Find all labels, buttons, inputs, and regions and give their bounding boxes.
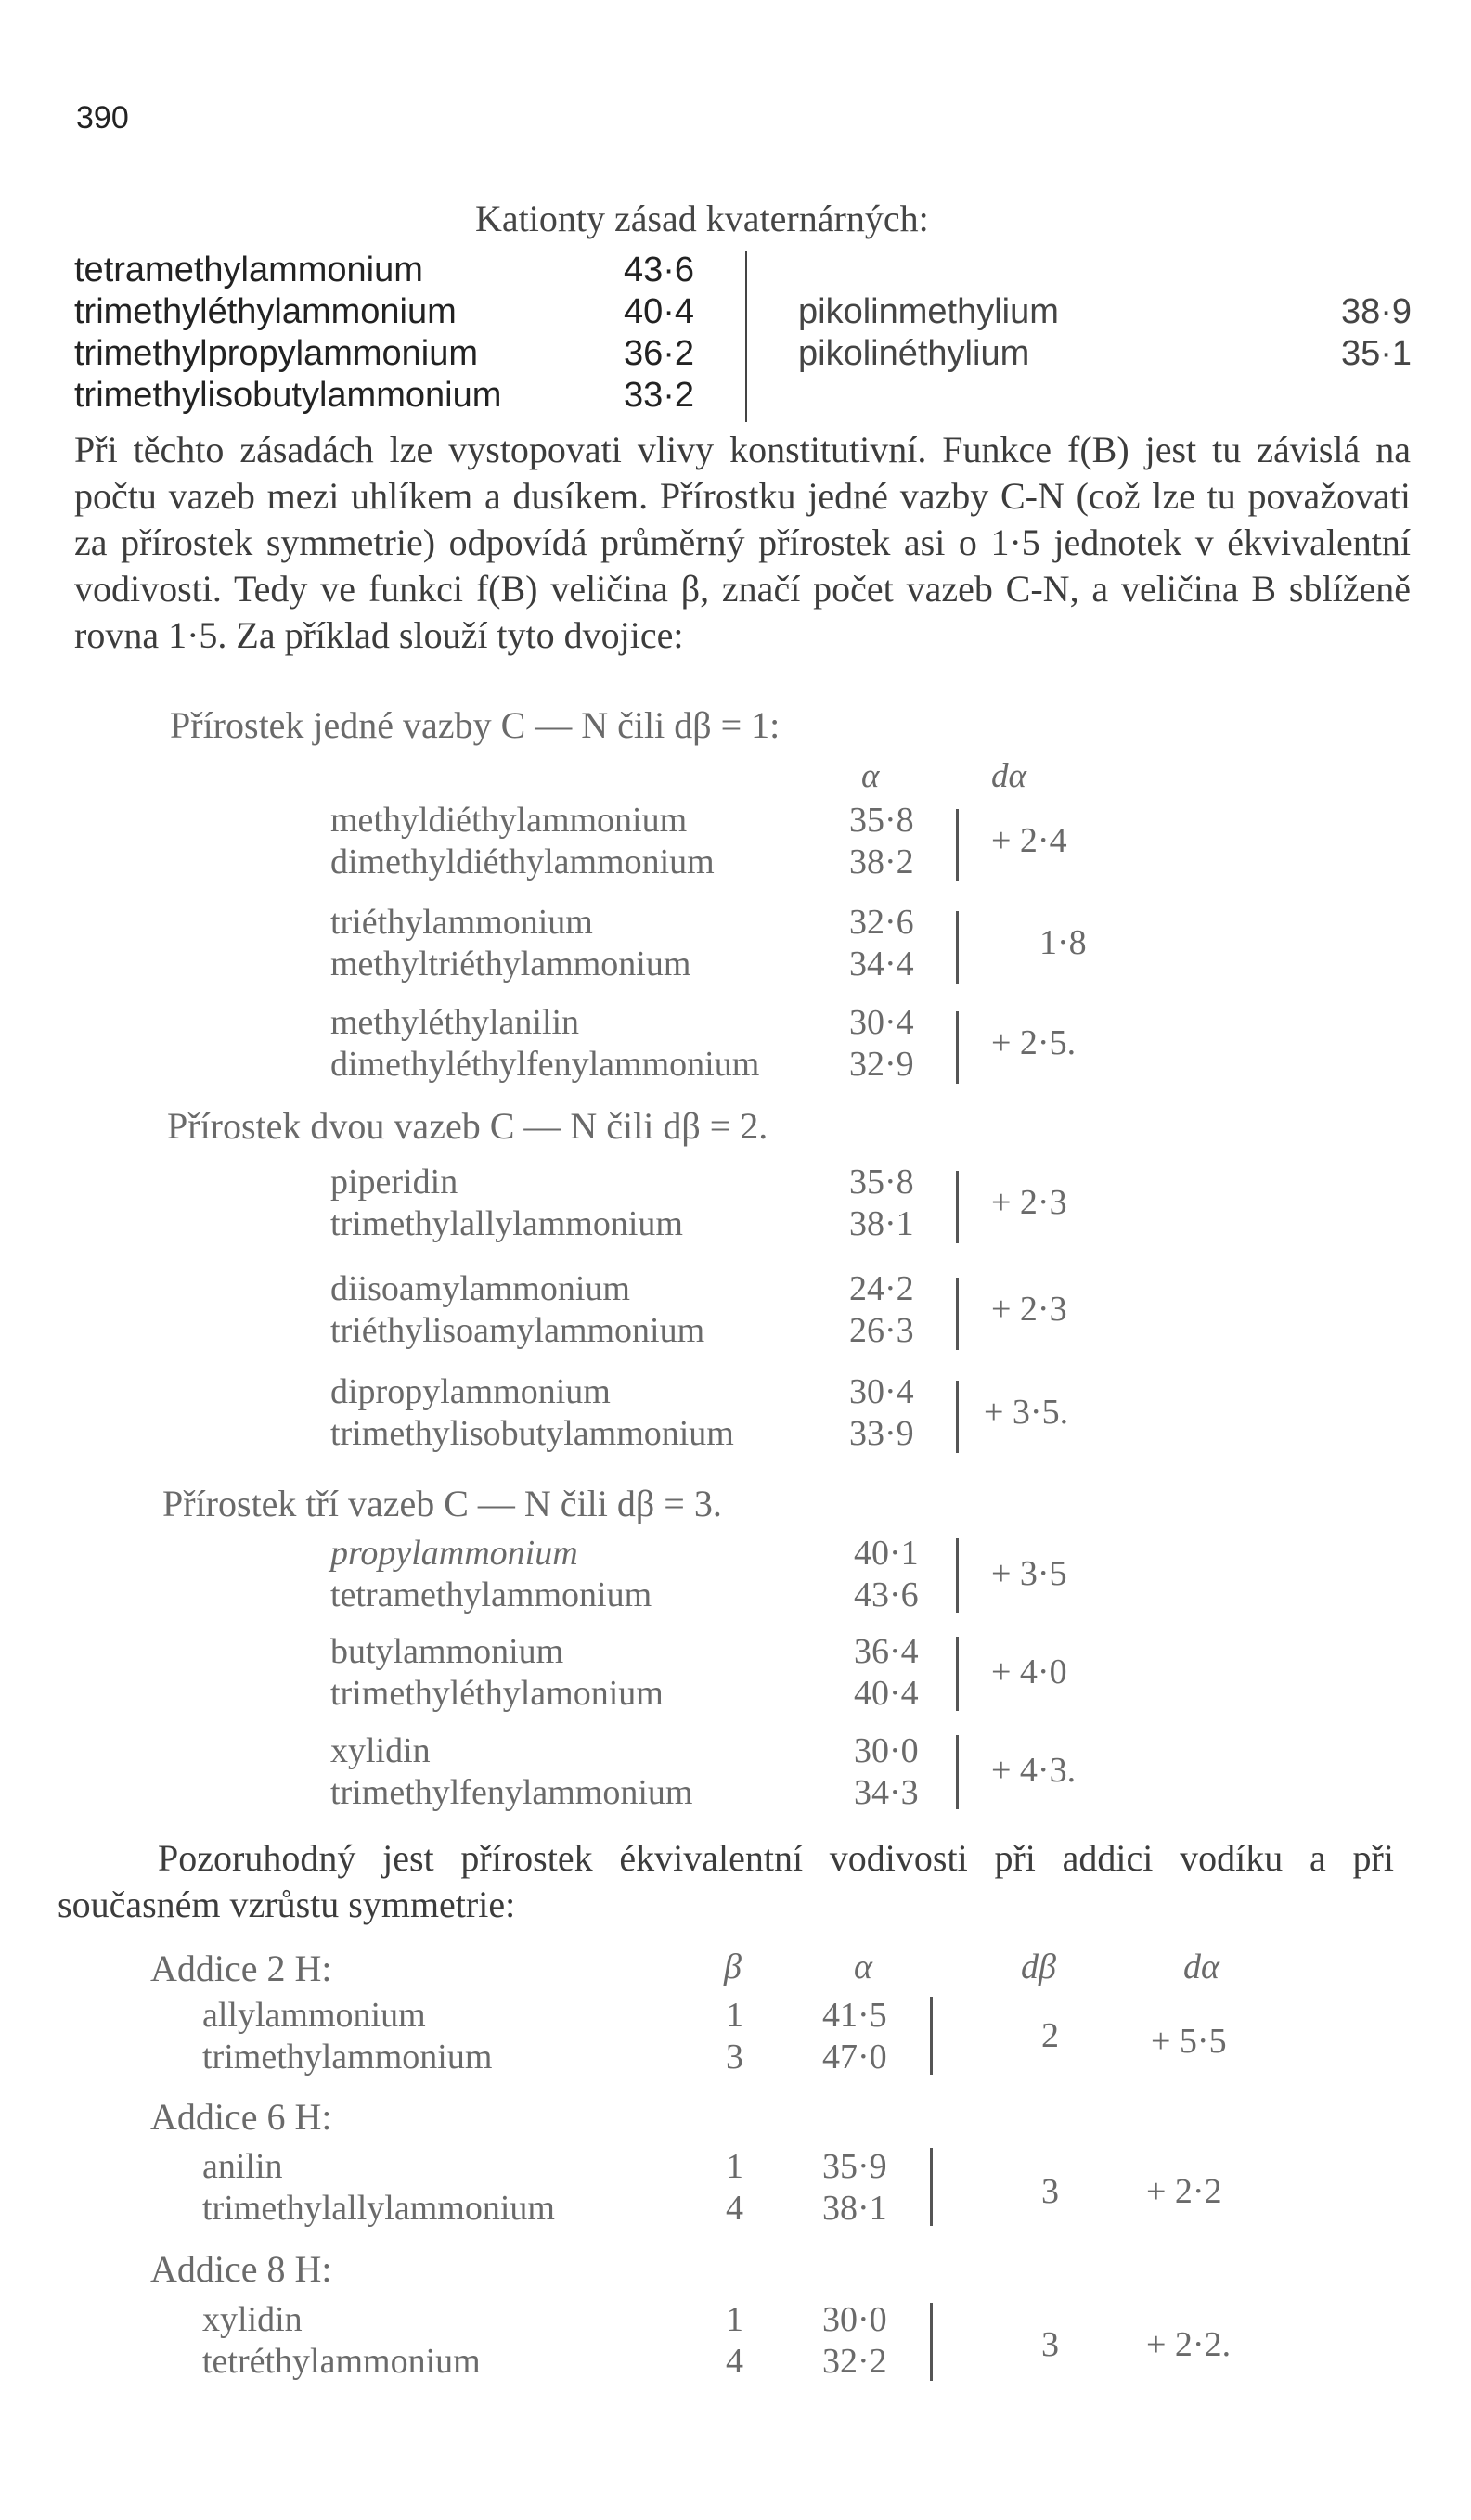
pair-difference: + 2·3 (991, 1183, 1067, 1222)
compound-beta: 1 (726, 2300, 743, 2339)
compound-name: dimethyléthylfenylammonium (330, 1045, 760, 1084)
compound-beta: 4 (726, 2189, 743, 2228)
compound-value: 35·8 (849, 1163, 914, 1202)
compound-value: 38·1 (849, 1204, 914, 1243)
pair-brace (956, 911, 959, 984)
dbeta-value: 2 (1041, 2016, 1059, 2055)
pair-difference: 1·8 (1039, 923, 1087, 962)
compound-value: 34·4 (849, 945, 914, 984)
compound-name: dimethyldiéthylammonium (330, 842, 715, 881)
cation-name: tetramethylammonium (74, 251, 423, 289)
paragraph-1: Při těchto zásadách lze vystopovati vlivy konstitutivní. Funkce f(B) jest tu závislá na počtu vazeb mezi uhlíkem a dusíkem. Přírostku jedné vazby C-N (což lze tu považovati za přírostek symmetrie) odpovídá průměrný přírostek asi o 1·5 jednotek v ékvivalentní vodivosti. Tedy ve funkci f(B) veličina β, značí počet vazeb C-N, a veličina B sblíženě rovna 1·5. Za příklad slouží tyto dvojice: (74, 429, 1411, 656)
dbeta-value: 3 (1041, 2172, 1059, 2211)
pair-brace (956, 1171, 959, 1243)
column-divider (745, 251, 747, 422)
compound-alpha: 35·9 (822, 2147, 887, 2186)
header-alpha: α (854, 1948, 872, 1986)
compound-name: xylidin (330, 1731, 431, 1770)
header-dbeta: dβ (1021, 1948, 1056, 1986)
pair-difference: + 2·4 (991, 821, 1067, 860)
compound-alpha: 32·2 (822, 2342, 887, 2381)
compound-alpha: 41·5 (822, 1996, 887, 2035)
compound-alpha: 47·0 (822, 2038, 887, 2076)
compound-name: triéthylammonium (330, 903, 593, 942)
dalpha-value: + 5·5 (1151, 2022, 1227, 2061)
cation-value: 38·9 (1341, 292, 1413, 331)
pair-brace (930, 2303, 933, 2381)
pair-difference: + 2·5. (991, 1023, 1077, 1062)
cation-value: 40·4 (624, 292, 695, 331)
pair-brace (956, 1011, 959, 1084)
compound-name: methyldiéthylammonium (330, 801, 688, 840)
compound-name: allylammonium (202, 1996, 426, 2035)
compound-value: 30·4 (849, 1372, 914, 1411)
compound-beta: 1 (726, 1996, 743, 2035)
group-label: Addice 8 H: (150, 2248, 332, 2290)
pair-brace (956, 809, 959, 881)
page-number: 390 (76, 100, 129, 135)
compound-value: 43·6 (854, 1575, 919, 1614)
column-alpha: α (861, 757, 880, 795)
dalpha-value: + 2·2. (1146, 2325, 1232, 2364)
compound-beta: 3 (726, 2038, 743, 2076)
cation-value: 35·1 (1341, 334, 1413, 373)
compound-value: 36·4 (854, 1632, 919, 1671)
pair-difference: + 4·3. (991, 1751, 1077, 1790)
compound-value: 40·4 (854, 1674, 919, 1713)
compound-value: 26·3 (849, 1311, 914, 1350)
compound-value: 32·6 (849, 903, 914, 942)
compound-name: methyléthylanilin (330, 1003, 580, 1042)
compound-name: tetramethylammonium (330, 1575, 652, 1614)
dbeta-value: 3 (1041, 2325, 1059, 2364)
pair-brace (956, 1381, 959, 1453)
pair-difference: + 4·0 (991, 1652, 1067, 1691)
compound-name: dipropylammonium (330, 1372, 611, 1411)
compound-alpha: 38·1 (822, 2189, 887, 2228)
compound-name: diisoamylammonium (330, 1269, 630, 1308)
compound-name: methyltriéthylammonium (330, 945, 691, 984)
compound-name: trimethyléthylamonium (330, 1674, 664, 1713)
cations-title: Kationty zásad kvaternárných: (475, 198, 929, 239)
pair-brace (956, 1278, 959, 1350)
compound-beta: 4 (726, 2342, 743, 2381)
compound-value: 32·9 (849, 1045, 914, 1084)
compound-name: trimethylallylammonium (202, 2189, 555, 2228)
group-label: Addice 2 H: (150, 1948, 332, 1989)
pair-brace (930, 1997, 933, 2075)
compound-value: 34·3 (854, 1773, 919, 1812)
compound-value: 40·1 (854, 1534, 919, 1573)
compound-name: xylidin (202, 2300, 303, 2339)
pair-brace (956, 1637, 959, 1711)
pair-difference: + 2·3 (991, 1290, 1067, 1329)
dalpha-value: + 2·2 (1146, 2172, 1222, 2211)
header-dalpha: dα (1183, 1948, 1219, 1986)
compound-name: propylammonium (330, 1534, 578, 1573)
compound-name: butylammonium (330, 1632, 564, 1671)
section-3-heading: Přírostek tří vazeb C — N čili dβ = 3. (162, 1483, 722, 1524)
compound-beta: 1 (726, 2147, 743, 2186)
paragraph-2: Pozoruhodný jest přírostek ékvivalentní vodivosti při addici vodíku a při současném vzrůstu symmetrie: (58, 1837, 1394, 1925)
compound-name: anilin (202, 2147, 283, 2186)
compound-name: trimethylisobutylammonium (330, 1414, 734, 1453)
pair-brace (956, 1538, 959, 1613)
cation-name: trimethyléthylammonium (74, 292, 457, 331)
section-2-heading: Přírostek dvou vazeb C — N čili dβ = 2. (167, 1105, 768, 1147)
column-dalpha: dα (991, 757, 1026, 795)
pair-difference: + 3·5 (991, 1554, 1067, 1593)
compound-value: 24·2 (849, 1269, 914, 1308)
compound-name: trimethylfenylammonium (330, 1773, 693, 1812)
group-label: Addice 6 H: (150, 2096, 332, 2138)
pair-difference: + 3·5. (984, 1393, 1069, 1432)
pair-brace (956, 1735, 959, 1809)
cation-name: pikolinmethylium (798, 292, 1059, 331)
compound-name: triéthylisoamylammonium (330, 1311, 705, 1350)
compound-name: trimethylallylammonium (330, 1204, 683, 1243)
section-1-heading: Přírostek jedné vazby C — N čili dβ = 1: (170, 704, 781, 746)
compound-value: 30·0 (854, 1731, 919, 1770)
compound-value: 35·8 (849, 801, 914, 840)
compound-value: 38·2 (849, 842, 914, 881)
cation-name: trimethylisobutylammonium (74, 376, 502, 415)
pair-brace (930, 2148, 933, 2226)
cation-value: 43·6 (624, 251, 695, 289)
cation-value: 33·2 (624, 376, 695, 415)
cation-name: trimethylpropylammonium (74, 334, 479, 373)
compound-alpha: 30·0 (822, 2300, 887, 2339)
compound-name: piperidin (330, 1163, 458, 1202)
compound-name: tetréthylammonium (202, 2342, 481, 2381)
cation-value: 36·2 (624, 334, 695, 373)
compound-name: trimethylammonium (202, 2038, 493, 2076)
header-beta: β (724, 1948, 742, 1986)
compound-value: 30·4 (849, 1003, 914, 1042)
compound-value: 33·9 (849, 1414, 914, 1453)
cation-name: pikolinéthylium (798, 334, 1030, 373)
